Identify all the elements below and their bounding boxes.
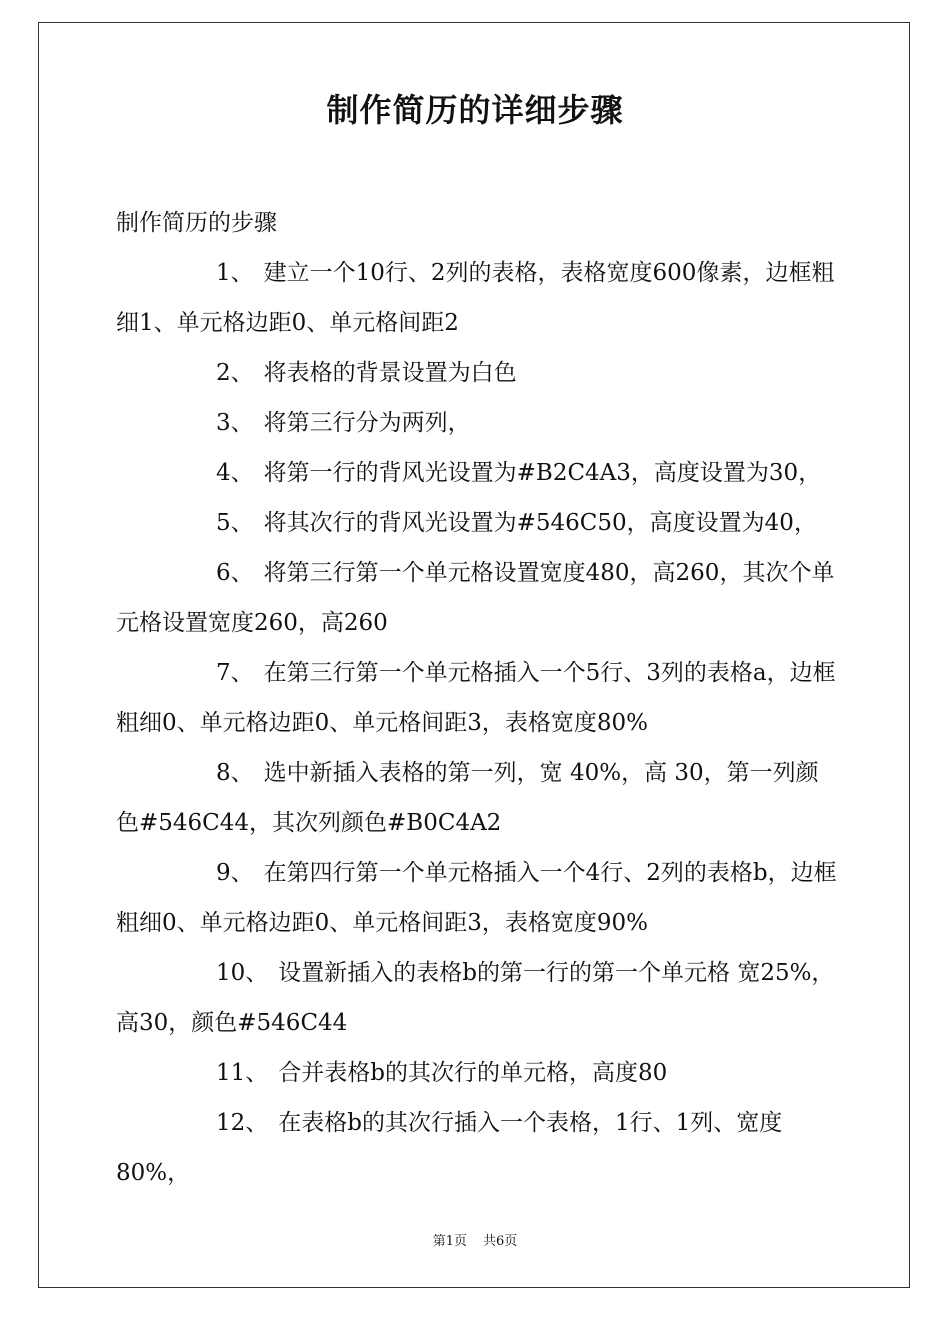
step-3: [116, 398, 840, 448]
step-6: [116, 548, 840, 648]
page-footer: [0, 1233, 950, 1251]
step-text: 将第三行分为两列，: [263, 410, 471, 436]
step-text: 选中新插入表格的第一列，宽 40%，高 30，第一列颜色#546C44，其次列颜色#B0C4A2: [116, 760, 819, 836]
step-text: 将第一行的背风光设置为#B2C4A3，高度设置为30，: [263, 460, 822, 486]
step-4: [116, 448, 840, 498]
step-text: 在表格b的其次行插入一个表格，1行、1列、宽度80%，: [116, 1110, 783, 1186]
step-number: 10、: [216, 960, 269, 986]
step-number: 6、: [216, 560, 254, 586]
step-number: 12、: [216, 1110, 269, 1136]
step-text: 将其次行的背风光设置为#546C50，高度设置为40，: [263, 510, 817, 536]
section-subtitle: 制作简历的步骤: [116, 210, 277, 236]
step-5: [116, 498, 840, 548]
step-number: 11、: [216, 1060, 269, 1086]
page-total: 共6页: [483, 1234, 518, 1249]
step-12: [116, 1098, 840, 1198]
step-1: [116, 248, 840, 348]
document-title: 制作简历的详细步骤: [326, 91, 624, 129]
document-body: [116, 198, 840, 1198]
step-text: 在第三行第一个单元格插入一个5行、3列的表格a，边框粗细0、单元格边距0、单元格间距3，表格宽度80%: [116, 660, 836, 736]
step-7: [116, 648, 840, 748]
step-number: 4、: [216, 460, 254, 486]
step-8: [116, 748, 840, 848]
step-11: [116, 1048, 840, 1098]
step-number: 1、: [216, 260, 254, 286]
step-10: [116, 948, 840, 1048]
step-text: 在第四行第一个单元格插入一个4行、2列的表格b，边框粗细0、单元格边距0、单元格间距3，表格宽度90%: [116, 860, 837, 936]
step-text: 将第三行第一个单元格设置宽度480，高260，其次个单元格设置宽度260，高260: [116, 560, 835, 636]
step-number: 9、: [216, 860, 254, 886]
step-text: 将表格的背景设置为白色: [263, 360, 517, 386]
step-text: 设置新插入的表格b的第一行的第一个单元格 宽25%，高30，颜色#546C44: [116, 960, 835, 1036]
step-number: 5、: [216, 510, 254, 536]
page-number: 第1页: [432, 1234, 467, 1249]
step-number: 3、: [216, 410, 254, 436]
step-2: [116, 348, 840, 398]
step-number: 8、: [216, 760, 254, 786]
step-number: 2、: [216, 360, 254, 386]
step-number: 7、: [216, 660, 254, 686]
step-9: [116, 848, 840, 948]
step-text: 建立一个10行、2列的表格，表格宽度600像素，边框粗细1、单元格边距0、单元格间距2: [116, 260, 835, 336]
step-text: 合并表格b的其次行的单元格，高度80: [278, 1060, 668, 1086]
